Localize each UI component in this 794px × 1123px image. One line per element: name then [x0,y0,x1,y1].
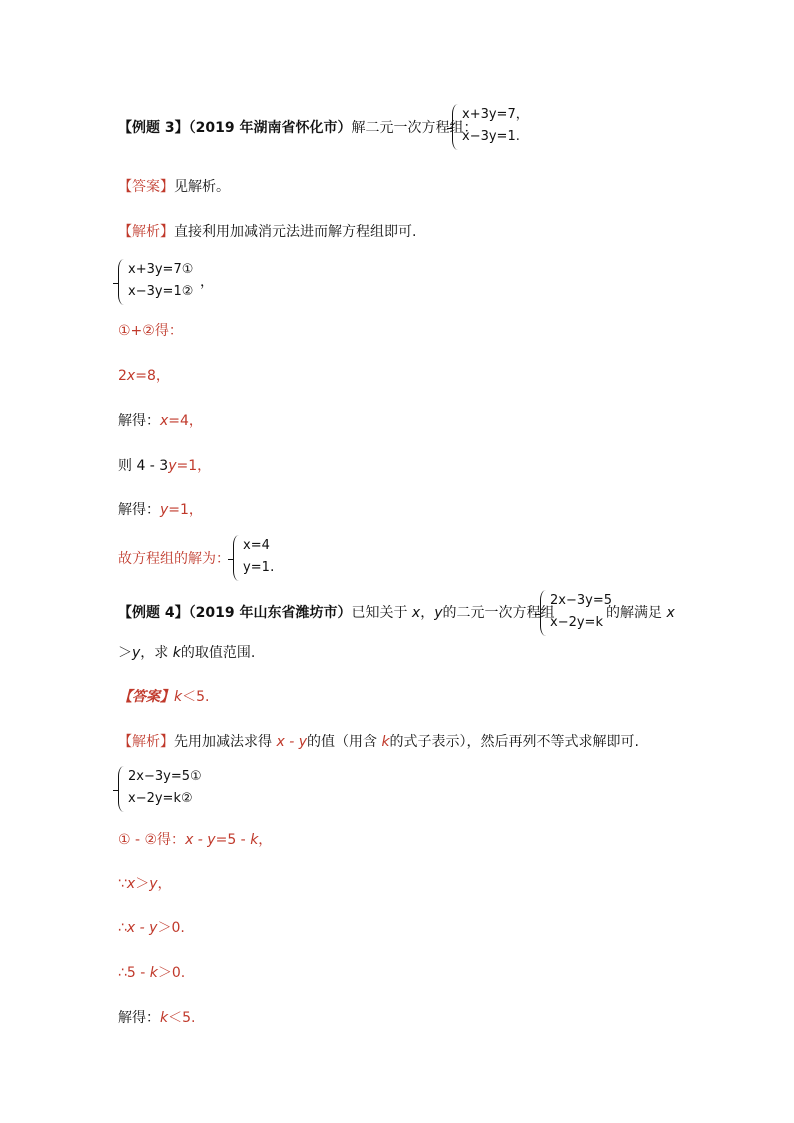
answer-tag: 【答案】 [118,689,174,705]
example-4-var-x2: x [666,605,675,621]
answer-tag: 【答案】 [118,179,174,195]
example-4-system [540,590,612,636]
brace-icon [233,535,240,581]
step-2x-rest: =8， [135,368,170,384]
answer-text: ＜5. [182,689,210,705]
analysis-text: 直接利用加减消元法进而解方程组即可. [174,224,417,240]
example-4-line2-c: 的取值范围. [180,645,256,661]
step-because-gt: ＞ [135,876,150,892]
step-subtract-k: k [250,832,259,848]
step-because-e: ， [157,876,172,892]
example-4-text-a: 已知关于 [351,605,412,621]
example-3-text: 解二元一次方程组： [351,120,478,136]
example-4-line2-y: y [132,645,141,661]
example-4-eq2: x−2y=k [550,615,603,630]
step-2x-coef: 2 [118,368,127,384]
step-therefore2-a: ∴5 - [118,965,150,981]
analysis-xy: x - y [276,734,307,750]
system-eq1: x+3y=7① [128,262,194,277]
step-final-label: 解得： [118,1010,160,1026]
brace-icon [540,590,547,636]
example-3-equation-system [118,259,193,305]
example-4-var-x: x [411,605,421,621]
solution-period: . [270,559,275,575]
step-2x-var: x [126,368,136,384]
step-therefore-2 [118,963,185,983]
example-3-tag: 【例题 3】 [118,120,189,136]
example-4-var-y: y [434,605,443,621]
step-solve-y-var: y [160,502,169,518]
system-eq1: 2x−3y=5① [128,769,202,784]
example-4-tag: 【例题 4】 [118,605,189,621]
because-symbol: ∵ [118,876,127,892]
example-3-system [452,104,529,150]
solution-eq1: x=4 [243,538,270,553]
system-eq2: x−2y=k② [128,791,193,806]
example-3-source: （2019 年湖南省怀化市） [188,120,352,136]
step-substitute-var: y [168,458,177,474]
brace-icon [118,259,125,305]
step-because-y: y [149,876,158,892]
step-solve-y-label: 解得： [118,502,160,518]
solution-label: 故方程组的解为： [118,551,230,567]
step-subtract-xy: x - y [185,832,216,848]
step-final-k: k [160,1010,169,1026]
step-subtract-e: ， [258,832,273,848]
therefore-symbol: ∴ [118,920,127,936]
step-add: ①+②得： [118,323,183,339]
step-because [118,874,172,894]
brace-icon [118,766,125,812]
step-subtract [118,830,272,850]
answer-k: k [174,689,183,705]
example-4-line [118,603,555,623]
example-4-answer [118,687,209,707]
step-solve-y [118,500,203,520]
step-solve-x [118,411,203,431]
example-4-line2-b: ，求 [140,645,173,661]
step-therefore2-c: ＞0. [157,965,186,981]
step-subtract-a: ① - ②得： [118,832,186,848]
analysis-text-c: 的式子表示），然后再列不等式求解即可. [389,734,639,750]
example-3-eq1: x+3y=7， [462,107,529,122]
brace-icon [452,104,459,150]
example-4-line2 [118,643,255,663]
analysis-tag: 【解析】 [118,224,174,240]
step-therefore-1 [118,918,185,938]
step-substitute [118,456,211,476]
step-subtract-c: =5 - [215,832,251,848]
step-solve-x-var: x [160,413,169,429]
analysis-k: k [381,734,390,750]
solution-eq2: y=1 [243,560,270,575]
step-solve-x-label: 解得： [118,413,160,429]
analysis-tag: 【解析】 [118,734,174,750]
step-substitute-rest: =1， [176,458,212,474]
example-4-text-c: 的解满足 [606,605,667,621]
step-therefore-xy: x - y [126,920,158,936]
step-substitute-a: 则 4 - 3 [118,458,169,474]
example-4-source: （2019 年山东省潍坊市） [188,605,352,621]
example-3-analysis [118,222,416,242]
example-3-line [118,118,477,138]
system-eq2: x−3y=1② [128,284,194,299]
analysis-text-b: 的值（用含 [306,734,382,750]
step-therefore2-k: k [149,965,158,981]
step-solve-x-rest: =4， [168,413,203,429]
example-3-answer [118,177,230,197]
step-solve-y-rest: =1， [168,502,203,518]
system-tail: ， [200,274,214,290]
answer-text: 见解析。 [174,179,230,195]
step-final-rest: ＜5. [168,1010,196,1026]
step-2x [118,366,170,386]
example-4-analysis [118,732,639,752]
solution-system [233,535,270,581]
example-4-equation-system [118,766,202,812]
example-4-text-b: 的二元一次方程组 [442,605,555,621]
example-4-eq1: 2x−3y=5 [550,593,612,608]
step-therefore-c: ＞0. [157,920,185,936]
example-4-text-c-line [606,603,675,623]
example-3-eq2: x−3y=1. [462,129,520,144]
step-final [118,1008,195,1028]
analysis-text-a: 先用加减法求得 [174,734,277,750]
example-4-gt: ＞ [118,645,132,661]
example-4-comma: ， [420,605,435,621]
example-4-line2-k: k [172,645,181,661]
step-because-x: x [126,876,136,892]
